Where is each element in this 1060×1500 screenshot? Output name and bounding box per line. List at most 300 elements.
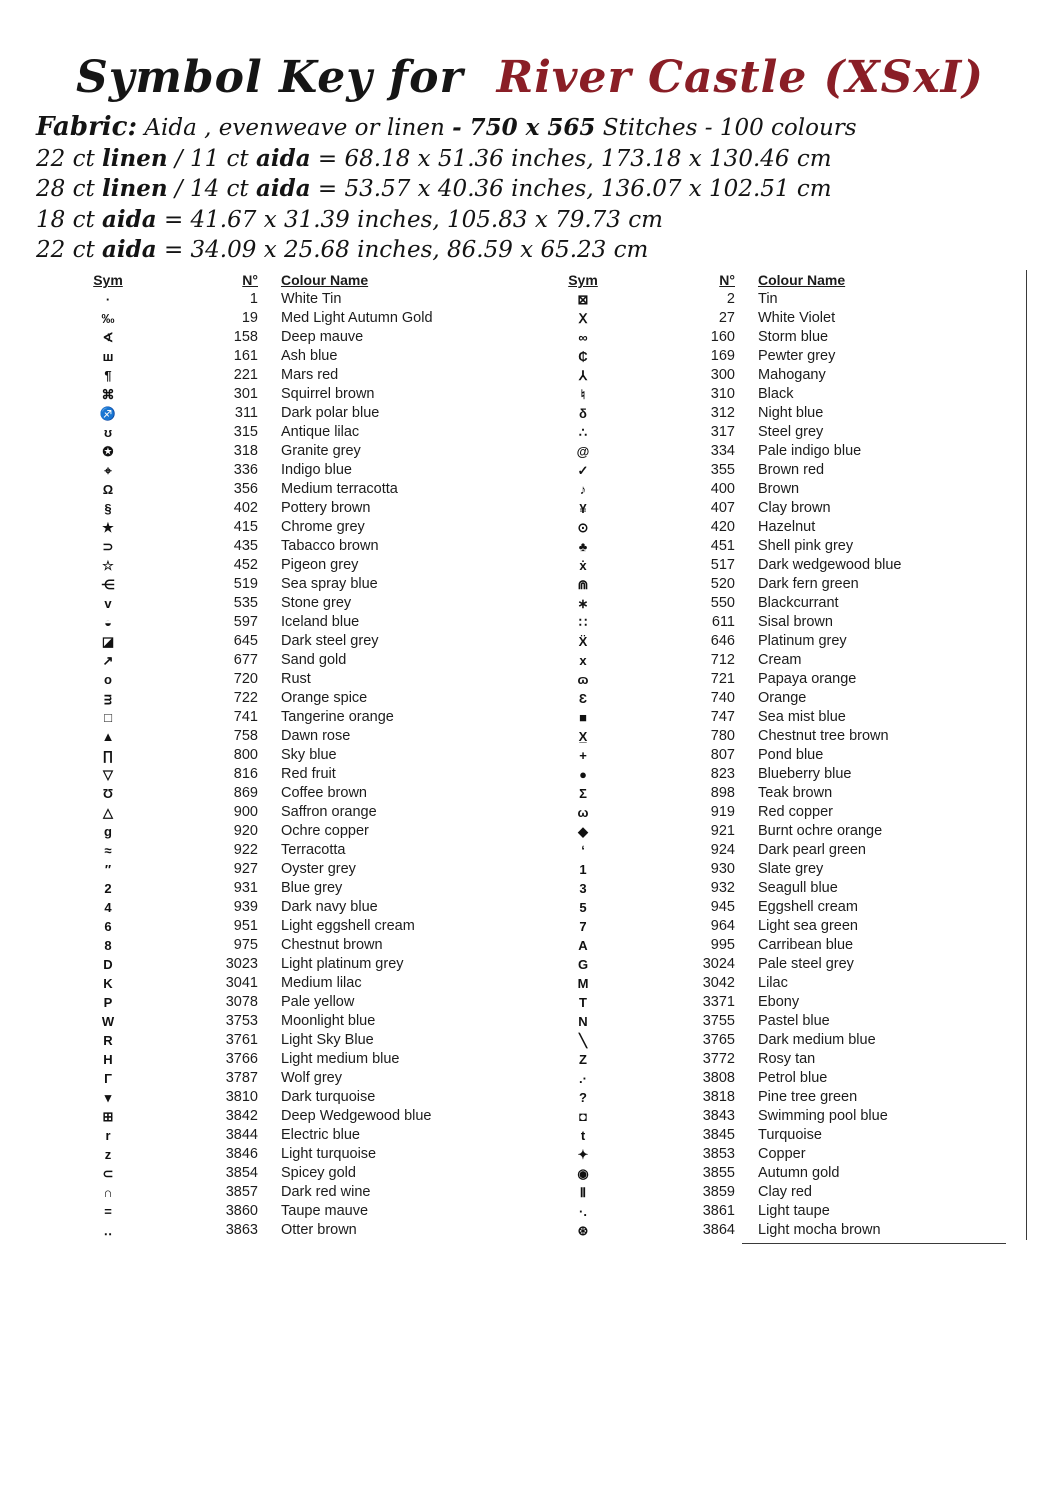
number-cell: 932 [710,880,735,897]
colour-name-cell: Lilac [758,975,788,992]
number-cell: 27 [718,310,735,327]
table-row [553,347,1027,366]
table-row [78,499,531,518]
colour-name-cell: Saffron orange [281,804,377,821]
symbol-cell: 5 [579,900,587,915]
colour-name-cell: Autumn gold [758,1165,840,1182]
table-row [553,1088,1027,1107]
symbol-cell: R [103,1033,113,1048]
colour-name-cell: Chestnut tree brown [758,728,889,745]
number-cell: 3854 [225,1165,258,1182]
fabric-text-segment: aida [102,205,157,233]
number-cell: 312 [710,405,735,422]
number-cell: 3844 [225,1127,258,1144]
symbol-cell: ⊠ [577,292,589,307]
number-cell: 800 [233,747,258,764]
colour-name-cell: Turquoise [758,1127,822,1144]
table-row [78,1012,531,1031]
number-cell: 741 [233,709,258,726]
colour-name-cell: Taupe mauve [281,1203,369,1220]
table-row [78,841,531,860]
number-cell: 747 [710,709,735,726]
colour-name-cell: Pale steel grey [758,956,854,973]
table-row [553,1221,1027,1240]
symbol-cell: Ⅱ [579,1185,587,1200]
colour-name-cell: Dark medium blue [758,1032,876,1049]
table-row [553,651,1027,670]
colour-name-cell: Pigeon grey [281,557,359,574]
symbol-cell: ⊛ [577,1223,589,1238]
number-cell: 3042 [702,975,735,992]
symbol-cell: ★ [102,520,114,535]
symbol-cell: ╲ [579,1033,587,1048]
fabric-text-segment: / 11 ct [167,145,256,172]
table-row [553,575,1027,594]
header-colour-name: Colour Name [281,272,369,288]
table-row [553,917,1027,936]
symbol-cell: K [103,976,113,991]
table-row [553,1164,1027,1183]
colour-name-cell: Pottery brown [281,500,371,517]
symbol-cell: ⌘ [101,387,115,402]
colour-name-cell: Light eggshell cream [281,918,415,935]
colour-name-cell: Ochre copper [281,823,369,840]
colour-name-cell: Deep mauve [281,329,364,346]
number-cell: 720 [233,671,258,688]
number-cell: 721 [710,671,735,688]
number-cell: 807 [710,747,735,764]
colour-name-cell: Slate grey [758,861,824,878]
symbol-cell: X̲ [578,729,588,744]
colour-name-cell: Pewter grey [758,348,836,365]
number-cell: 3863 [225,1222,258,1239]
symbol-cell: ⊃ [102,539,114,554]
table-row [553,993,1027,1012]
number-cell: 3755 [702,1013,735,1030]
number-cell: 451 [710,538,735,555]
colour-name-cell: Red copper [758,804,833,821]
table-row [553,613,1027,632]
fabric-text-segment: - 750 x 565 [452,114,596,141]
number-cell: 927 [233,861,258,878]
number-cell: 311 [234,405,258,422]
colour-name-cell: Sisal brown [758,614,833,631]
symbol-cell: ✦ [577,1147,589,1162]
colour-name-cell: Steel grey [758,424,824,441]
symbol-cell: Z [579,1052,587,1067]
symbol-cell: □ [104,710,112,725]
colour-name-cell: Tabacco brown [281,538,379,555]
symbol-cell: ↗ [102,653,114,668]
symbol-cell: ∩ [103,1185,113,1200]
number-cell: 19 [241,310,258,327]
number-cell: 3024 [702,956,735,973]
symbol-cell: P [103,995,113,1010]
colour-name-cell: Squirrel brown [281,386,375,403]
number-cell: 939 [233,899,258,916]
colour-name-cell: Light Sky Blue [281,1032,374,1049]
symbol-cell: ⌖ [104,463,112,478]
number-cell: 3855 [702,1165,735,1182]
table-row [78,518,531,537]
table-row [78,784,531,803]
table-row [78,974,531,993]
header-colour-name: Colour Name [758,272,846,288]
symbol-cell: ∷ [578,615,588,630]
colour-name-cell: Electric blue [281,1127,360,1144]
symbol-cell: ·. [579,1204,587,1219]
colour-name-cell: Sky blue [281,747,337,764]
table-row [553,1145,1027,1164]
table-row [78,537,531,556]
colour-name-cell: Terracotta [281,842,346,859]
colour-name-cell: Platinum grey [758,633,847,650]
number-cell: 3753 [225,1013,258,1030]
symbol-cell: ∗ [577,596,589,611]
symbol-cell: t [580,1128,586,1143]
number-cell: 336 [233,462,258,479]
colour-name-cell: Clay red [758,1184,812,1201]
fabric-text-segment: linen [102,144,168,172]
symbol-cell: ♪ [579,482,587,497]
colour-name-cell: Otter brown [281,1222,357,1239]
symbol-cell: Γ [104,1071,112,1086]
symbol-cell: 7 [579,919,587,934]
colour-name-cell: Rosy tan [758,1051,816,1068]
symbol-cell: ẋ [579,558,587,573]
symbol-cell: ▾ [104,1090,112,1105]
page-title [0,52,1060,103]
number-cell: 221 [233,367,258,384]
title-pattern-name: River Castle (XSxI) [496,52,984,103]
colour-name-cell: Petrol blue [758,1070,828,1087]
symbol-cell: @ [576,444,590,459]
symbol-cell: ⅄ [579,368,587,383]
symbol-cell: ✪ [102,444,114,459]
colour-name-cell: Dark turquoise [281,1089,376,1106]
colour-name-cell: Tin [758,291,778,308]
table-row [78,689,531,708]
number-cell: 597 [233,614,258,631]
table-row [78,366,531,385]
number-cell: 300 [710,367,735,384]
number-cell: 1 [249,291,258,308]
symbol-cell: 1 [579,862,587,877]
colour-name-cell: Dark steel grey [281,633,379,650]
symbol-cell: ᴟ [104,691,112,706]
number-cell: 2 [726,291,735,308]
symbol-cell: ◒ [104,615,112,630]
symbol-cell: .· [579,1071,587,1086]
number-cell: 816 [233,766,258,783]
colour-name-cell: Light taupe [758,1203,830,1220]
colour-name-cell: Seagull blue [758,880,838,897]
number-cell: 3861 [702,1203,735,1220]
table-row [78,423,531,442]
table-row [78,309,531,328]
number-cell: 402 [233,500,258,517]
table-row [553,936,1027,955]
number-cell: 922 [233,842,258,859]
colour-name-cell: Stone grey [281,595,352,612]
symbol-cell: ∏ [102,748,114,763]
table-row [553,480,1027,499]
colour-name-cell: Antique lilac [281,424,360,441]
table-row [78,993,531,1012]
table-row [553,499,1027,518]
table-row [78,461,531,480]
table-header-row [78,270,531,290]
symbol-cell: Ⅹ [578,311,588,326]
number-cell: 924 [710,842,735,859]
symbol-cell: ■ [579,710,587,725]
colour-name-cell: Ash blue [281,348,338,365]
colour-name-cell: Med Light Autumn Gold [281,310,433,327]
fabric-block [36,112,1036,266]
table-row [78,1126,531,1145]
table-row [78,613,531,632]
symbol-cell: ω [577,805,589,820]
number-cell: 169 [710,348,735,365]
fabric-text-segment: aida [255,144,311,172]
table-row [553,746,1027,765]
table-row [78,879,531,898]
symbol-cell: ¶ [104,368,112,383]
number-cell: 3845 [702,1127,735,1144]
symbol-cell: ◪ [101,634,115,649]
colour-name-cell: Burnt ochre orange [758,823,883,840]
colour-name-cell: Indigo blue [281,462,352,479]
number-cell: 740 [710,690,735,707]
table-row [78,594,531,613]
colour-name-cell: Brown red [758,462,825,479]
table-row [78,708,531,727]
table-row [78,1145,531,1164]
symbol-cell: Ʊ [102,786,114,801]
symbol-cell: Ẍ [578,634,588,649]
symbol-cell: ₵ [578,349,588,364]
table-row [553,898,1027,917]
number-cell: 869 [233,785,258,802]
symbol-cell: 3 [579,881,587,896]
fabric-text-segment: 28 ct [36,176,103,202]
table-row [553,670,1027,689]
number-cell: 964 [710,918,735,935]
symbol-cell: ʊ [103,425,113,440]
colour-name-cell: Coffee brown [281,785,367,802]
number-cell: 318 [233,443,258,460]
table-row [78,955,531,974]
fabric-line [36,235,1036,266]
header-number: N° [719,272,735,288]
colour-name-cell: Chrome grey [281,519,365,536]
table-header-row [553,270,1027,290]
symbol-cell: ᴠ [104,596,112,611]
symbol-cell: ¥ [579,501,587,516]
symbol-cell: N [578,1014,588,1029]
table-row [553,328,1027,347]
number-cell: 160 [710,329,735,346]
colour-name-cell: Blue grey [281,880,343,897]
fabric-text-segment: = 41.67 x 31.39 inches, 105.83 x 79.73 cm [156,206,663,233]
number-cell: 995 [710,937,735,954]
symbol-cell: ш [102,349,114,364]
fabric-line [36,112,1036,144]
symbol-cell: W [101,1014,115,1029]
number-cell: 646 [710,633,735,650]
table-row [78,347,531,366]
table-row [553,1069,1027,1088]
number-cell: 301 [233,386,258,403]
fabric-text-segment: 22 ct [36,145,103,172]
colour-name-cell: Deep Wedgewood blue [281,1108,432,1125]
symbol-cell: △ [103,805,113,820]
table-row [78,670,531,689]
colour-name-cell: Dark pearl green [758,842,866,859]
number-cell: 334 [710,443,735,460]
symbol-cell: ▲ [101,729,115,744]
table-row [78,1221,531,1240]
symbol-cell: Ω [102,482,114,497]
colour-name-cell: Light medium blue [281,1051,400,1068]
symbol-cell: z [104,1147,112,1162]
table-row [78,651,531,670]
table-row [553,461,1027,480]
fabric-text-segment: = 53.57 x 40.36 inches, 136.07 x 102.51 cm [310,176,832,202]
colour-name-cell: Tangerine orange [281,709,394,726]
table-row [78,803,531,822]
table-row [78,385,531,404]
table-row [553,1012,1027,1031]
symbol-cell: ‥ [103,1223,113,1238]
colour-name-cell: Swimming pool blue [758,1108,888,1125]
symbol-cell: ? [579,1090,587,1105]
symbol-cell: ◘ [579,1109,587,1124]
colour-name-cell: Dark navy blue [281,899,378,916]
table-row [553,1183,1027,1202]
number-cell: 3808 [702,1070,735,1087]
number-cell: 900 [233,804,258,821]
colour-name-cell: Dark fern green [758,576,859,593]
symbol-cell: ‰ [101,311,115,326]
colour-name-cell: Orange [758,690,807,707]
number-cell: 3843 [702,1108,735,1125]
symbol-cell: Σ [579,786,587,801]
table-row [553,309,1027,328]
table-row [78,1164,531,1183]
number-cell: 3864 [702,1222,735,1239]
fabric-text-segment: Stitches - 100 colours [595,115,857,141]
table-row [553,727,1027,746]
number-cell: 780 [710,728,735,745]
number-cell: 975 [233,937,258,954]
colour-name-cell: Light mocha brown [758,1222,881,1239]
symbol-cell: M [577,976,589,991]
colour-name-cell: Orange spice [281,690,368,707]
colour-name-cell: Hazelnut [758,519,816,536]
colour-name-cell: Copper [758,1146,806,1163]
table-row [553,803,1027,822]
symbol-cell: ∴ [578,425,588,440]
table-row [553,632,1027,651]
fabric-line [36,205,1036,236]
table-row [78,480,531,499]
table-row [553,366,1027,385]
colour-name-cell: Light turquoise [281,1146,377,1163]
table-row [78,1107,531,1126]
table-row [78,575,531,594]
table-row [553,708,1027,727]
number-cell: 919 [710,804,735,821]
fabric-text-segment: 18 ct [36,206,103,233]
fabric-text-segment: Aida , evenweave or linen [137,115,453,141]
number-cell: 3765 [702,1032,735,1049]
symbol-cell: ♮ [580,387,586,402]
number-cell: 920 [233,823,258,840]
number-cell: 310 [710,386,735,403]
colour-name-cell: White Tin [281,291,342,308]
symbol-cell: + [579,748,587,763]
number-cell: 3041 [225,975,258,992]
colour-name-cell: Pastel blue [758,1013,830,1030]
table-row [553,955,1027,974]
colour-name-cell: Teak brown [758,785,833,802]
table-row [78,917,531,936]
number-cell: 517 [710,557,735,574]
colour-name-cell: Sea mist blue [758,709,846,726]
table-row [553,784,1027,803]
colour-name-cell: Iceland blue [281,614,360,631]
table-row [78,898,531,917]
number-cell: 645 [233,633,258,650]
number-cell: 535 [233,595,258,612]
table-row [78,1183,531,1202]
symbol-cell: ◆ [578,824,588,839]
colour-name-cell: Mars red [281,367,339,384]
symbol-cell: ⊂ [102,1166,114,1181]
number-cell: 931 [233,880,258,897]
colour-name-cell: Chestnut brown [281,937,383,954]
symbol-key-table-right [553,270,1027,1240]
symbol-cell: ɷ [577,672,589,687]
colour-name-cell: Rust [281,671,311,688]
table-row [553,594,1027,613]
symbol-cell: ⋒ [577,577,589,592]
fabric-text-segment: linen [102,175,168,202]
colour-name-cell: Dark wedgewood blue [758,557,902,574]
symbol-cell: 4 [104,900,112,915]
table-row [553,442,1027,461]
colour-name-cell: Medium lilac [281,975,362,992]
colour-name-cell: Sea spray blue [281,576,378,593]
table-row [78,442,531,461]
symbol-cell: 8 [104,938,112,953]
table-row [553,556,1027,575]
symbol-cell: = [104,1204,112,1219]
number-cell: 3023 [225,956,258,973]
number-cell: 3846 [225,1146,258,1163]
symbol-cell: ♐ [99,406,117,421]
colour-name-cell: Black [758,386,794,403]
header-sym: Sym [93,272,123,288]
symbol-key-table-left [78,270,531,1240]
colour-name-cell: Dark polar blue [281,405,380,422]
table-row [553,290,1027,309]
fabric-line [36,174,1036,205]
colour-name-cell: White Violet [758,310,836,327]
number-cell: 921 [710,823,735,840]
table-row [553,1031,1027,1050]
